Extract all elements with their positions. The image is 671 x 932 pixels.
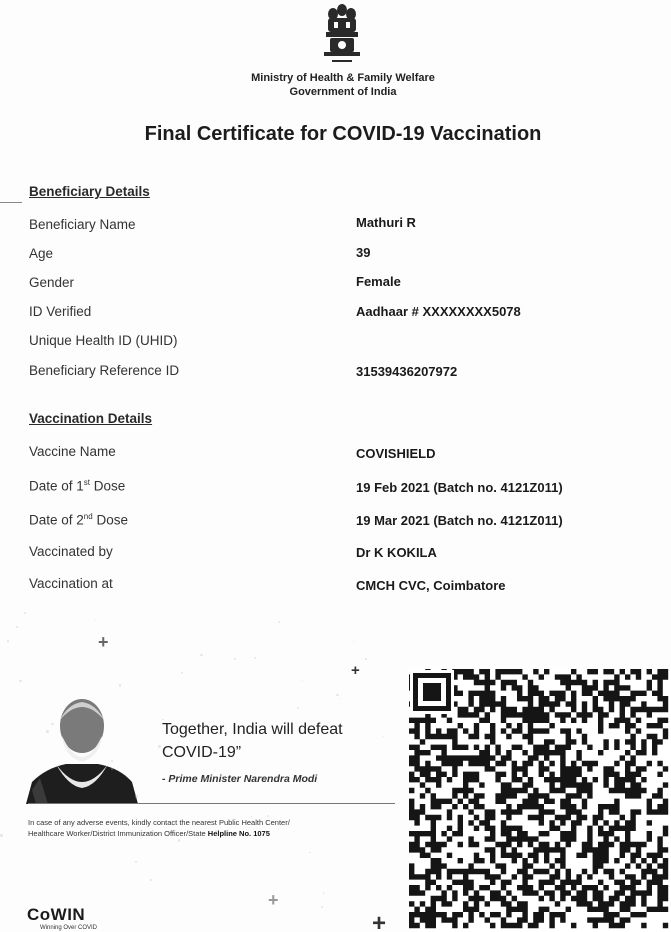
id-verified-label: ID Verified (29, 304, 92, 319)
quote-attribution: - Prime Minister Narendra Modi (162, 773, 318, 785)
scan-grain (205, 778, 208, 781)
portrait-image (26, 690, 138, 804)
scan-grain (234, 658, 236, 660)
scan-grain (336, 694, 338, 696)
qr-code-icon[interactable] (409, 669, 671, 932)
cowin-logo: CoWIN (27, 905, 86, 924)
scan-grain (278, 621, 280, 623)
scan-grain (353, 641, 354, 642)
plus-mark-icon: + (372, 910, 387, 932)
quote-divider (28, 803, 395, 804)
vaccinated-by-label: Vaccinated by (29, 544, 113, 559)
scan-grain (178, 839, 181, 842)
scan-grain (162, 719, 163, 720)
vaccination-heading: Vaccination Details (29, 411, 153, 426)
cowin-tagline: Winning Over COVID (40, 925, 98, 931)
scan-grain (302, 680, 303, 681)
plus-mark-icon: + (98, 632, 109, 652)
uhid-label: Unique Health ID (UHID) (29, 333, 178, 348)
scan-grain (383, 736, 384, 737)
scan-grain (200, 654, 203, 657)
scan-grain (251, 816, 253, 818)
dose2-label: Date of 2nd Dose (29, 512, 128, 528)
age-value: 39 (356, 245, 371, 260)
vaccinated-by-value: Dr K KOKILA (356, 545, 437, 560)
helpline-number: Helpline No. 1075 (207, 829, 270, 838)
scan-grain (135, 795, 138, 798)
plus-mark-icon: + (351, 662, 360, 679)
vaccinated-at-value: CMCH CVC, Coimbatore (356, 578, 506, 593)
scan-grain (254, 657, 256, 659)
pm-quote: Together, India will defeat COVID-19” (162, 721, 343, 761)
beneficiary-name-label: Beneficiary Name (29, 217, 136, 232)
left-rule (0, 202, 22, 203)
scan-grain (323, 892, 324, 893)
scan-grain (46, 730, 49, 733)
scan-grain (16, 626, 18, 628)
vaccine-name-label: Vaccine Name (29, 444, 116, 459)
scan-grain (181, 672, 183, 674)
government-name: Government of India (289, 86, 397, 98)
scan-grain (339, 698, 341, 700)
beneficiary-heading: Beneficiary Details (29, 184, 150, 199)
adverse-events-note: In case of any adverse events, kindly contact the nearest Public Health Center/ Healthcare Worker/District Immunization Officer/State Helpline No. 1075 (28, 818, 290, 838)
reference-id-value: 31539436207972 (356, 364, 458, 379)
plus-mark-icon: + (268, 890, 279, 910)
scan-grain (95, 619, 96, 620)
scan-grain (309, 852, 311, 854)
scan-grain (150, 879, 151, 880)
ministry-name: Ministry of Health & Family Welfare (251, 72, 435, 84)
scan-grain (365, 658, 367, 660)
vaccine-name-value: COVISHIELD (356, 446, 436, 461)
scan-grain (297, 707, 299, 709)
scan-grain (24, 612, 26, 614)
scan-grain (111, 760, 113, 762)
dose1-label: Date of 1st Dose (29, 478, 126, 494)
reference-id-label: Beneficiary Reference ID (29, 363, 180, 378)
scan-grain (7, 640, 9, 642)
gender-label: Gender (29, 275, 75, 290)
scan-grain (321, 906, 324, 909)
certificate-title: Final Certificate for COVID-19 Vaccination (144, 123, 542, 145)
gender-value: Female (356, 274, 401, 289)
scan-grain (19, 680, 22, 683)
vaccinated-at-label: Vaccination at (29, 576, 113, 591)
scan-grain (0, 834, 2, 836)
dose1-value: 19 Feb 2021 (Batch no. 4121Z011) (356, 480, 563, 495)
dose2-value: 19 Mar 2021 (Batch no. 4121Z011) (356, 513, 563, 528)
scan-grain (135, 861, 137, 863)
scan-grain (119, 684, 121, 686)
scan-grain (158, 745, 161, 748)
beneficiary-name-value: Mathuri R (356, 215, 416, 230)
national-emblem-icon (318, 2, 366, 70)
id-verified-value: Aadhaar # XXXXXXXX5078 (356, 304, 521, 319)
age-label: Age (29, 246, 54, 261)
